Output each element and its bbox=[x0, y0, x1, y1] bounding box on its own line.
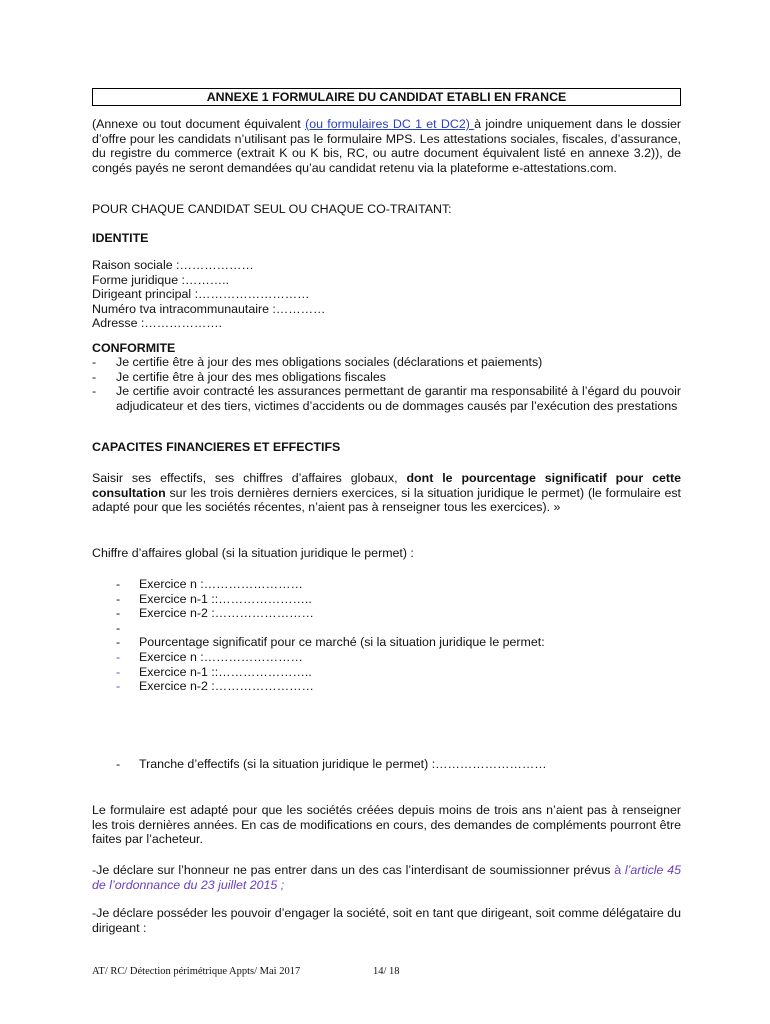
capacites-bold-text: dont le pourcentage significatif pour cette consultation bbox=[92, 471, 681, 500]
list-item: - Je certifie avoir contracté les assurances permettant de garantir ma responsabilité à l’égard du pouvoir adjudicateur et des tiers, victimes d’accidents ou de dommages causés par l’exécution des prestations bbox=[92, 384, 681, 413]
capacites-heading: CAPACITES FINANCIERES ET EFFECTIFS bbox=[92, 440, 341, 454]
list-item: - Pourcentage significatif pour ce marché (si la situation juridique le permet: bbox=[92, 635, 681, 650]
intro-paragraph bbox=[92, 117, 681, 175]
intro-text-start: (Annexe ou tout document équivalent bbox=[92, 117, 306, 131]
article-45-reference: l’article 45 de l’ordonnance du 23 juillet 2015 ; bbox=[92, 863, 681, 892]
declaration-pouvoir: -Je déclare posséder les pouvoir d’engager la société, soit en tant que dirigeant, soit comme délégataire du dirigeant : bbox=[92, 906, 681, 935]
dirigeant-field: Dirigeant principal :……………………… bbox=[92, 287, 310, 302]
list-item: - Je certifie être à jour des mes obligations sociales (déclarations et paiements) bbox=[92, 355, 681, 370]
page-number: 14/ 18 bbox=[373, 966, 400, 977]
each-candidate-line: POUR CHAQUE CANDIDAT SEUL OU CHAQUE CO-TRAITANT: bbox=[92, 202, 452, 216]
list-item bbox=[92, 621, 681, 636]
chiffre-affaires-list bbox=[92, 577, 681, 694]
tva-field: Numéro tva intracommunautaire :………… bbox=[92, 301, 326, 316]
declaration-honneur-text: -Je déclare sur l’honneur ne pas entrer dans un des cas l’interdisant de soumissionner prévus bbox=[92, 863, 615, 877]
adresse-field: Adresse :………………. bbox=[92, 316, 223, 331]
identite-heading: IDENTITE bbox=[92, 231, 149, 245]
tranche-effectifs-item: - Tranche d’effectifs (si la situation juridique le permet) :……………………… bbox=[92, 757, 681, 772]
list-item: - Exercice n :…………………… bbox=[92, 577, 681, 592]
conformite-heading: CONFORMITE bbox=[92, 341, 176, 355]
list-item: - Exercice n-2 :…………………… bbox=[92, 606, 681, 621]
list-item: - Exercice n :…………………… bbox=[92, 650, 681, 665]
capacites-text-end: sur les trois dernières derniers exercices, si la situation juridique le permet) (le formulaire est adapté pour que les sociétés récentes, n’aient pas à renseigner tous les exercices). » bbox=[92, 485, 681, 515]
list-item: - Exercice n-2 :…………………… bbox=[92, 679, 681, 694]
list-item: - Je certifie être à jour des mes obligations fiscales bbox=[92, 370, 681, 385]
capacites-paragraph bbox=[92, 471, 681, 515]
intro-text-end: à joindre uniquement dans le dossier d’offre pour les candidats n’utilisant pas le formulaire MPS. Les attestations sociales, fiscales, d’assurance, du registre du commerce (extrait K ou K bis, RC, ou autre document équivalent listé en annexe 3.2)), de congés payés ne seront demandées qu’au candidat retenu via la plateforme e-attestations.com. bbox=[92, 117, 682, 175]
raison-sociale-field: Raison sociale :……………… bbox=[92, 258, 254, 272]
page-title: ANNEXE 1 FORMULAIRE DU CANDIDAT ETABLI EN FRANCE bbox=[92, 88, 681, 106]
capacites-text-start: Saisir ses effectifs, ses chiffres d’affaires globaux, bbox=[92, 471, 407, 485]
tranche-effectifs bbox=[92, 757, 681, 772]
article-45-ref-start: à bbox=[614, 863, 622, 877]
conformite-list bbox=[92, 355, 681, 413]
formulaire-note: Le formulaire est adapté pour que les sociétés créées depuis moins de trois ans n’aient pas à renseigner les trois dernières années. En cas de modifications en cours, des demandes de compléments pourront être faites par l’acheteur. bbox=[92, 803, 681, 847]
list-item: - Exercice n-1 ::………………….. bbox=[92, 665, 681, 680]
declaration-honneur bbox=[92, 863, 681, 892]
page-footer bbox=[92, 966, 400, 977]
chiffre-affaires-label: Chiffre d’affaires global (si la situation juridique le permet) : bbox=[92, 546, 414, 560]
identite-fields bbox=[92, 258, 681, 331]
dc-forms-link[interactable]: (ou formulaires DC 1 et DC2) bbox=[305, 117, 475, 131]
forme-juridique-field: Forme juridique :……….. bbox=[92, 272, 230, 287]
list-item: - Exercice n-1 ::………………….. bbox=[92, 592, 681, 607]
footer-reference: AT/ RC/ Détection périmétrique Appts/ Mai 2017 bbox=[92, 966, 301, 977]
